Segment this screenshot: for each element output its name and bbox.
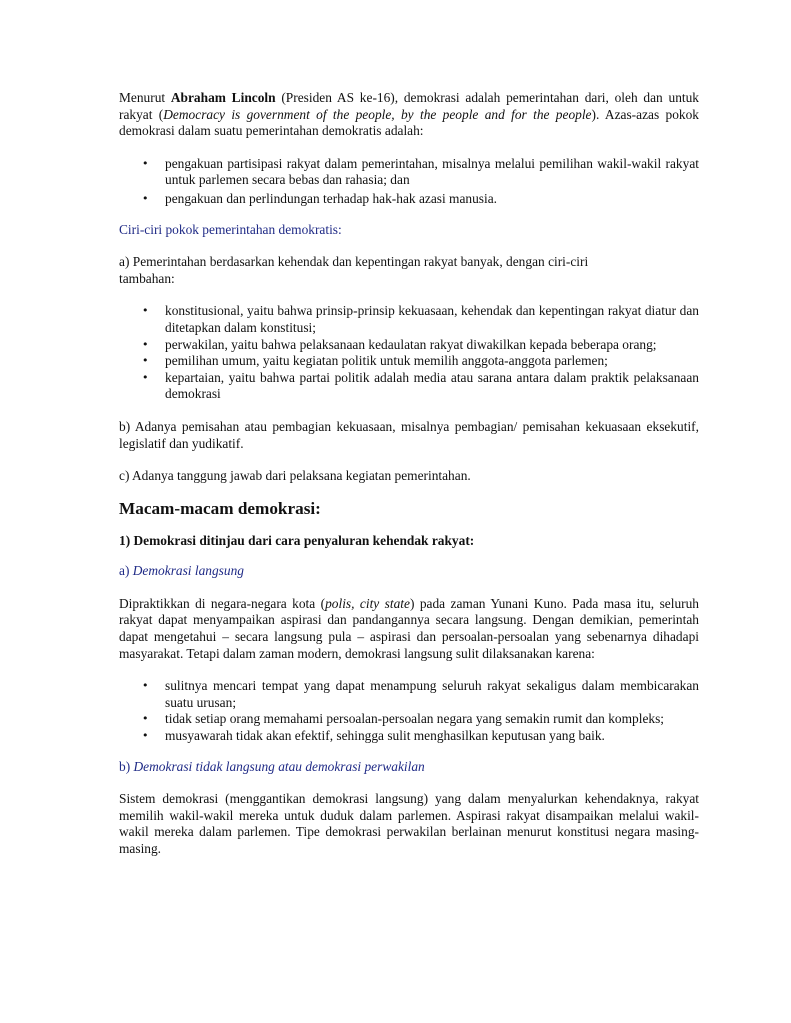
ciri-a-line-2: tambahan: [119,270,175,286]
document-page [119,90,699,858]
ciri-b-paragraph: b) Adanya pemisahan atau pembagian kekuasaan, misalnya pembagian/ pemisahan kekuasaan eksekutif, legislatif dan yudikatif. [119,418,699,451]
macam-a-text-2: ) pada zaman Yunani Kuno. Pada masa itu, seluruh rakyat dapat menyampaikan aspirasi dan pandangannya secara langsung. Dengan demikian, pemerintah dapat mengetahui – secara langsung pula – aspirasi dan persoalan-persoalan yang sebenarnya dihadapi masyarakat. Tetapi dalam zaman modern, demokrasi langsung sulit dilaksanakan karena: [119,595,699,661]
ciri-a-bullet-1: • konstitusional, yaitu bahwa prinsip-prinsip kekuasaan, kehendak dan kepentingan rakyat diatur dan ditetapkan dalam konstitusi; [119,303,699,336]
ciri-a-bullet-3: • pemilihan umum, yaitu kegiatan politik untuk memilih anggota-anggota parlemen; [119,353,699,370]
macam-a-bullet-2: • tidak setiap orang memahami persoalan-persoalan negara yang semakin rumit dan kompleks; [119,711,699,728]
macam-subheading-1: 1) Demokrasi ditinjau dari cara penyaluran kehendak rakyat: [119,532,475,548]
ciri-a-bullet-4: • kepartaian, yaitu bahwa partai politik adalah media atau sarana antara dalam praktik pelaksanaan demokrasi [119,370,699,403]
intro-text-3: ). Azas-azas pokok demokrasi dalam suatu pemerintahan demokratis adalah: [119,106,699,139]
macam-a-italic: polis, city state [325,595,410,611]
intro-name: Abraham Lincoln [170,90,276,105]
macam-b-paragraph: Sistem demokrasi (menggantikan demokrasi langsung) yang dalam menyalurkan kehendaknya, rakyat memilih wakil-wakil mereka untuk duduk dalam parlemen. Aspirasi rakyat disampaikan melalui wakil-wakil mereka dalam parlemen. Tipe demokrasi perwakilan berlainan menurut konstitusi negara masing-masing. [119,791,699,856]
macam-heading: Macam-macam demokrasi: [119,498,321,518]
macam-a-heading [119,563,699,580]
macam-a-label: a) [119,563,133,579]
macam-a-bullet-list [119,678,699,744]
macam-b-heading [119,759,699,776]
macam-a-title: Demokrasi langsung [132,563,244,579]
macam-a-bullet-1: • sulitnya mencari tempat yang dapat menampung seluruh rakyat sekaligus dalam membicarakan suatu urusan; [119,678,699,711]
macam-a-bullet-3: • musyawarah tidak akan efektif, sehingga sulit menghasilkan keputusan yang baik. [119,728,699,745]
intro-text-2: (Presiden AS ke-16), demokrasi adalah pemerintahan dari, oleh dan untuk rakyat ( [119,90,700,122]
macam-a-text-1: Dipraktikkan di negara-negara kota ( [119,595,326,611]
ciri-a-line-1: a) Pemerintahan berdasarkan kehendak dan kepentingan rakyat banyak, dengan ciri-ciri [119,254,589,270]
intro-bullet-2: • pengakuan dan perlindungan terhadap hak-hak azasi manusia. [119,191,699,208]
ciri-a-bullet-list [119,303,699,403]
macam-a-paragraph [119,596,699,662]
macam-b-title: Demokrasi tidak langsung atau demokrasi perwakilan [133,758,425,774]
macam-b-label: b) [119,758,134,774]
intro-paragraph [119,90,699,140]
intro-text-1: Menurut [119,90,171,105]
intro-bullet-1: • pengakuan partisipasi rakyat dalam pemerintahan, misalnya melalui pemilihan wakil-wakil rakyat untuk parlemen secara bebas dan rahasia; dan [119,156,699,189]
intro-bullet-list [119,156,699,208]
ciri-a-bullet-2: • perwakilan, yaitu bahwa pelaksanaan kedaulatan rakyat diwakilkan kepada beberapa orang; [119,337,699,354]
ciri-c-paragraph: c) Adanya tanggung jawab dari pelaksana kegiatan pemerintahan. [119,468,471,484]
ciri-heading: Ciri-ciri pokok pemerintahan demokratis: [119,221,342,237]
intro-quote: Democracy is government of the people, by the people and for the people [163,106,592,122]
